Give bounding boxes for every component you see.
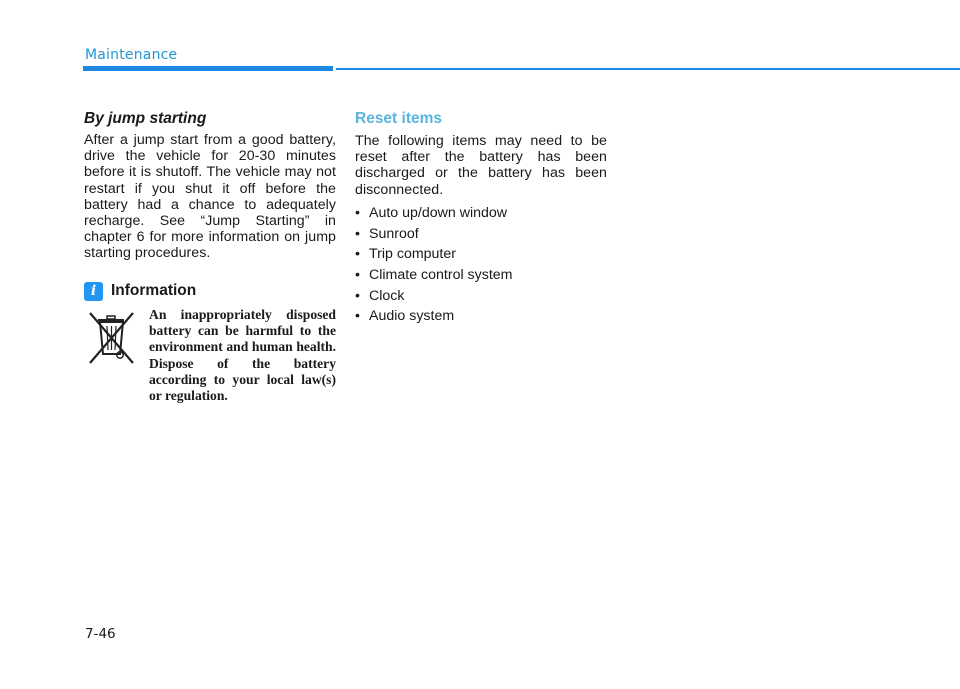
list-item-label: Auto up/down window bbox=[369, 204, 508, 221]
reset-items-heading: Reset items bbox=[355, 110, 443, 127]
bullet-icon: • bbox=[355, 287, 360, 304]
list-item-label: Clock bbox=[369, 287, 405, 304]
header-rule-thick bbox=[83, 66, 333, 71]
jump-start-paragraph: After a jump start from a good battery, drive the vehicle for 20-30 minutes before it is shutoff. The vehicle may not restart if you shut it off before the battery had a chance to adequately recharge. See “Jump Starting” in chapter 6 for more information on jump starting procedures. bbox=[84, 132, 336, 262]
reset-items-intro: The following items may need to be reset after the battery has been discharged or the battery has been disconnected. bbox=[355, 133, 607, 198]
list-item-label: Trip computer bbox=[369, 246, 456, 263]
information-body bbox=[84, 307, 336, 405]
right-column bbox=[355, 110, 607, 329]
list-item bbox=[355, 267, 607, 283]
left-column bbox=[84, 110, 336, 404]
bullet-icon: • bbox=[355, 308, 360, 325]
list-item bbox=[355, 246, 607, 262]
list-item-label: Audio system bbox=[369, 308, 455, 325]
list-item bbox=[355, 308, 607, 324]
bullet-icon: • bbox=[355, 246, 360, 263]
jump-start-heading: By jump starting bbox=[84, 110, 207, 127]
list-item bbox=[355, 288, 607, 304]
bullet-icon: • bbox=[355, 225, 360, 242]
list-item bbox=[355, 205, 607, 221]
reset-items-list bbox=[355, 205, 607, 325]
list-item-label: Sunroof bbox=[369, 225, 419, 242]
list-item-label: Climate control system bbox=[369, 266, 513, 283]
information-icon: i bbox=[84, 282, 103, 301]
information-text: An inappropriately disposed battery can be harmful to the environment and human health. Dispose of the battery according to your local law(s) or regulation. bbox=[149, 306, 336, 404]
section-title: Maintenance bbox=[85, 47, 178, 63]
bullet-icon: • bbox=[355, 266, 360, 283]
page-number: 7-46 bbox=[85, 626, 116, 642]
information-label: Information bbox=[111, 282, 197, 300]
header-rule-thin bbox=[336, 68, 960, 70]
list-item bbox=[355, 226, 607, 242]
crossed-out-wheelie-bin-icon bbox=[84, 309, 139, 367]
information-header bbox=[84, 282, 336, 301]
bullet-icon: • bbox=[355, 204, 360, 221]
